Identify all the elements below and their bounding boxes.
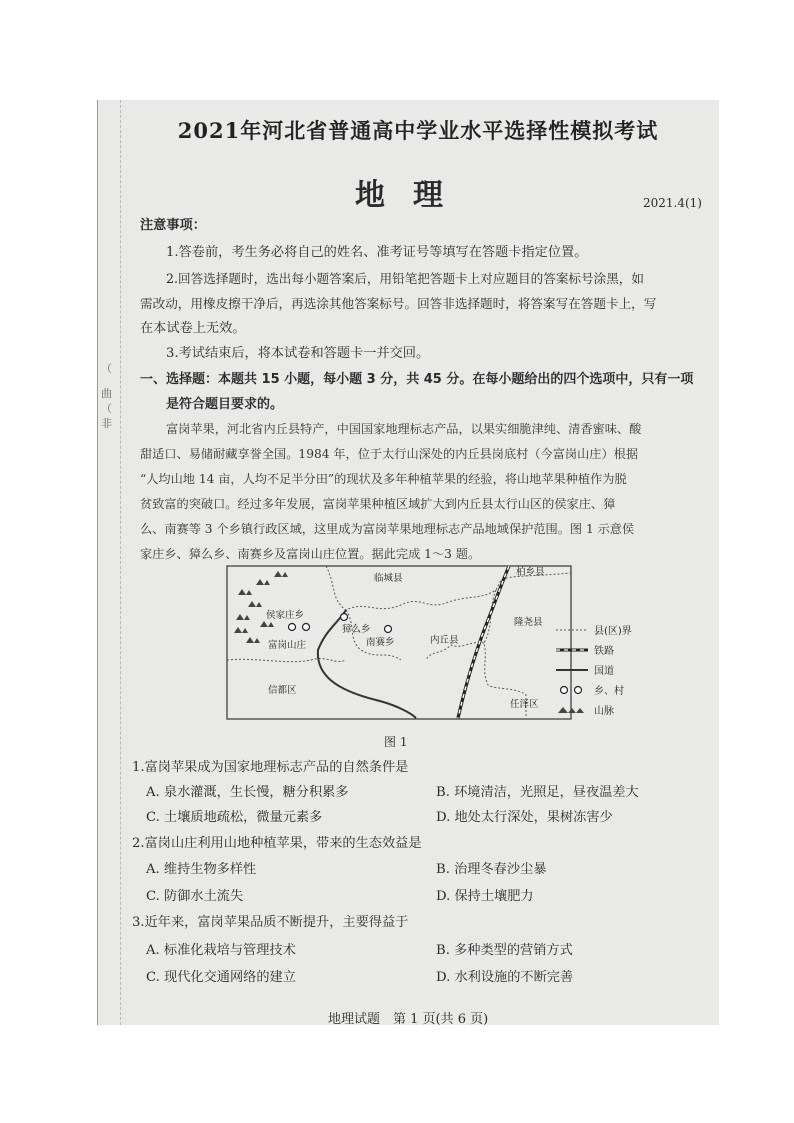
- section-heading: 一、选择题：本题共 15 小题，每小题 3 分，共 45 分。在每小题给出的四个选项中，只有一项: [140, 372, 694, 387]
- village-marker: [385, 626, 392, 633]
- exam-page: [97, 100, 719, 1025]
- binding-mark: 曲: [101, 387, 112, 400]
- question-2-option-d[interactable]: D. 保持土壤肥力: [436, 889, 534, 904]
- notice-heading: 注意事项：: [140, 218, 206, 233]
- legend-mountain: 山脉: [594, 706, 614, 717]
- question-1-stem: 1.富岗苹果成为国家地理标志产品的自然条件是: [132, 760, 409, 775]
- binding-mark: （: [101, 402, 112, 415]
- question-1-option-c[interactable]: C. 土壤质地疏松，微量元素多: [146, 810, 323, 825]
- location-map: [226, 565, 572, 720]
- mountain-symbols: [234, 571, 288, 643]
- passage-line: “人均山地 14 亩，人均不足半分田”的现状及多年种植苹果的经验，将山地苹果种植作为脱: [140, 472, 627, 486]
- exam-title: 2021年河北省普通高中学业水平选择性模拟考试: [177, 118, 659, 143]
- exam-code: 2021.4(1): [643, 196, 702, 210]
- label-xindu: 信都区: [268, 685, 297, 696]
- passage-line: 家庄乡、獐么乡、南赛乡及富岗山庄位置。据此完成 1～3 题。: [140, 547, 481, 561]
- question-3-option-a[interactable]: A. 标准化栽培与管理技术: [146, 943, 296, 958]
- label-lincheng: 临城县: [374, 573, 403, 584]
- notice-item-2: 2.回答选择题时，选出每小题答案后，用铅笔把答题卡上对应题目的答案标号涂黑，如: [166, 271, 644, 286]
- question-2-option-a[interactable]: A. 维持生物多样性: [146, 862, 257, 877]
- question-3-option-c[interactable]: C. 现代化交通网络的建立: [146, 970, 296, 985]
- legend-boundary: 县(区)界: [594, 626, 632, 637]
- label-renze: 任泽区: [510, 699, 539, 710]
- label-zhangme: 獐么乡: [342, 624, 371, 635]
- map-legend: [554, 620, 694, 730]
- binding-margin: [98, 100, 121, 1025]
- notice-item-2-end: 在本试卷上无效。: [140, 321, 246, 336]
- boundary-line: [227, 659, 346, 662]
- label-houjiazhuang: 侯家庄乡: [266, 610, 305, 621]
- section-heading-cont: 是符合题目要求的。: [166, 397, 284, 412]
- question-2-option-b[interactable]: B. 治理冬春沙尘暴: [436, 862, 547, 877]
- question-3-option-b[interactable]: B. 多种类型的营销方式: [436, 943, 573, 958]
- subject-title: 地理: [355, 178, 471, 213]
- passage-line: 富岗苹果，河北省内丘县特产，中国国家地理标志产品，以果实细脆津纯、清香蜜味、酸: [166, 422, 642, 436]
- passage-line: 甜适口、易储耐藏享誉全国。1984 年，位于太行山深处的内丘县岗底村（今富岗山庄）根据: [140, 447, 639, 461]
- legend-highway: 国道: [594, 666, 614, 677]
- passage-line: 贫致富的突破口。经过多年发展，富岗苹果种植区域扩大到内丘县太行山区的侯家庄、獐: [140, 497, 616, 511]
- label-neiqiu: 内丘县: [430, 635, 459, 646]
- village-marker: [303, 624, 310, 631]
- village-marker: [341, 614, 348, 621]
- notice-item-3: 3.考试结束后，将本试卷和答题卡一并交回。: [166, 346, 430, 361]
- passage-line: 么、南赛等 3 个乡镇行政区域，这里成为富岗苹果地理标志产品地域保护范围。图 1 示意侯: [140, 522, 635, 536]
- question-1-option-d[interactable]: D. 地处太行深处，果树冻害少: [436, 810, 613, 825]
- label-nansai: 南赛乡: [366, 637, 395, 648]
- question-3-stem: 3.近年来，富岗苹果品质不断提升，主要得益于: [132, 915, 409, 930]
- question-2-stem: 2.富岗山庄利用山地种植苹果，带来的生态效益是: [132, 836, 422, 851]
- notice-item-1: 1.答卷前，考生务必将自己的姓名、准考证号等填写在答题卡指定位置。: [166, 245, 588, 260]
- railway-line: [458, 566, 509, 718]
- binding-mark: 非: [101, 417, 112, 430]
- legend-railway: 铁路: [594, 646, 614, 657]
- label-fugang: 富岗山庄: [268, 640, 307, 651]
- question-1-option-b[interactable]: B. 环境清洁，光照足，昼夜温差大: [436, 785, 639, 800]
- question-2-option-c[interactable]: C. 防御水土流失: [146, 889, 244, 904]
- boundary-line: [346, 610, 401, 660]
- notice-item-2-cont: 需改动，用橡皮擦干净后，再选涂其他答案标号。回答非选择题时，将答案写在答题卡上，写: [140, 296, 657, 311]
- legend-village: 乡、村: [594, 686, 624, 697]
- page-footer: 地理试题 第 1 页(共 6 页): [328, 1012, 489, 1025]
- legend-mountain-symbol: [558, 707, 584, 713]
- village-marker: [289, 624, 296, 631]
- question-1-option-a[interactable]: A. 泉水灌溉，生长慢，糖分积累多: [146, 785, 349, 800]
- binding-mark: （: [101, 362, 112, 375]
- figure-caption: 图 1: [384, 735, 408, 749]
- label-longyao: 隆尧县: [514, 617, 543, 628]
- legend-village-symbol: [561, 687, 568, 694]
- label-baixiang: 柏乡县: [516, 567, 545, 578]
- question-3-option-d[interactable]: D. 水利设施的不断完善: [436, 970, 574, 985]
